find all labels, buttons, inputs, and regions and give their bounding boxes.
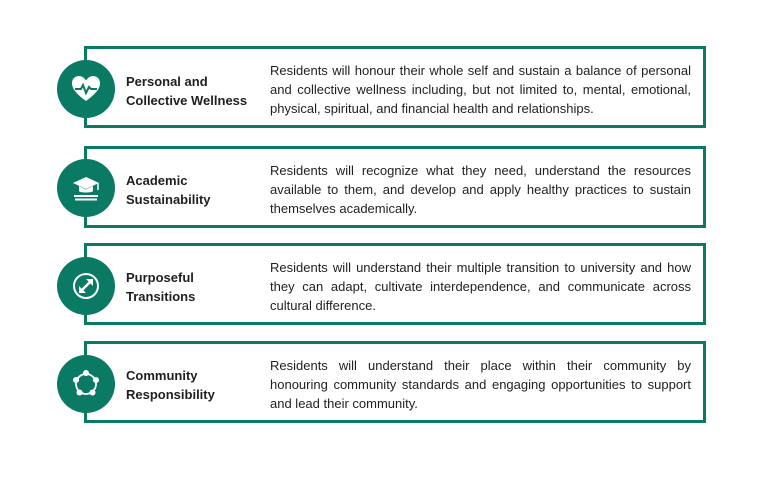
transitions-description: Residents will understand their multiple transition to university and how they can adapt, cultivate interdependence, and communicate across cultural difference. <box>270 260 691 313</box>
graduation-cap-book-icon <box>69 171 103 205</box>
community-circle-icon <box>69 367 103 401</box>
community-icon-badge <box>57 355 115 413</box>
wellness-description: Residents will honour their whole self and sustain a balance of personal and collective wellness including, but not limited to, mental, emotional, physical, spiritual, and financial health and relationships. <box>270 63 691 116</box>
heart-pulse-icon <box>69 72 103 106</box>
transitions-icon-badge <box>57 257 115 315</box>
academic-description: Residents will recognize what they need, understand the resources available to them, and develop and apply healthy practices to sustain themselves academically. <box>270 163 691 216</box>
transitions-title: Purposeful Transitions <box>126 270 196 304</box>
transition-arrows-icon <box>69 269 103 303</box>
wellness-title: Personal and Collective Wellness <box>126 74 248 108</box>
community-title: Community Responsibility <box>126 368 215 402</box>
wellness-icon-badge <box>57 60 115 118</box>
academic-icon-badge <box>57 159 115 217</box>
academic-title: Academic Sustainability <box>126 173 211 207</box>
community-description: Residents will understand their place within their community by honouring community standards and engaging opportunities to support and lead their community. <box>270 358 691 411</box>
